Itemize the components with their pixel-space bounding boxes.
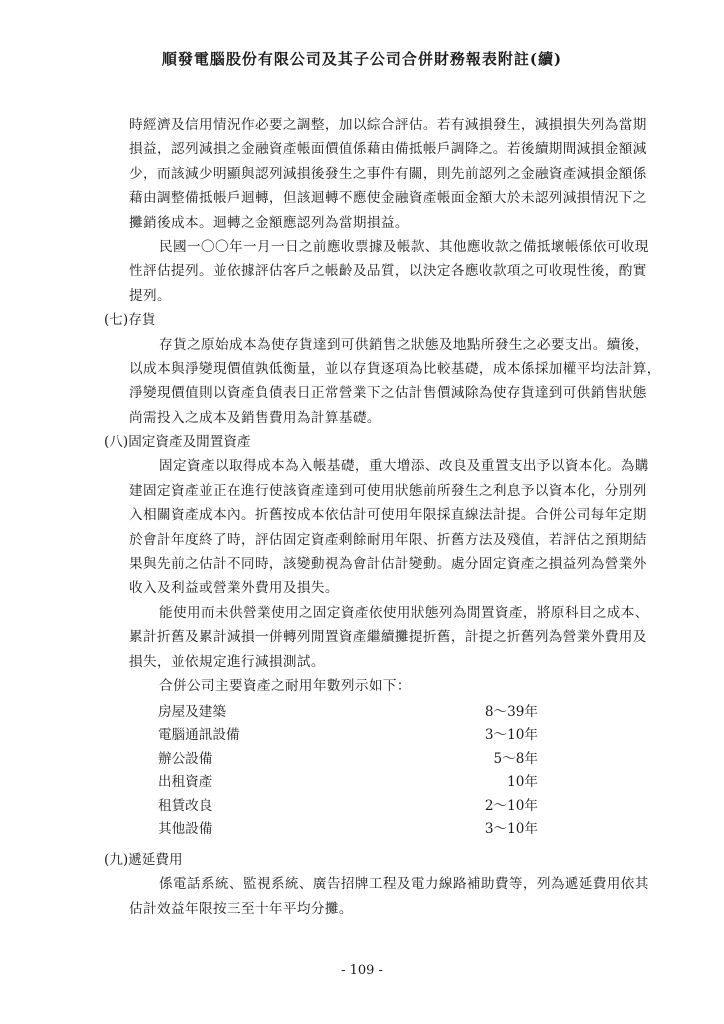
table-row (158, 722, 538, 745)
table-row (158, 698, 538, 721)
text-line: 能使用而未供營業使用之固定資產依使用狀態列為閒置資產，將原科目之成本、 (159, 604, 649, 621)
text-line: 收入及利益或營業外費用及損失。 (129, 580, 339, 597)
text-line: 存貨之原始成本為使存貨達到可供銷售之狀態及地點所發生之必要支出。續後， (159, 336, 649, 353)
text-line: 提列。 (129, 287, 171, 304)
section-heading-fixed-assets: (八)固定資產及閒置資產 (104, 434, 251, 451)
text-line: 建固定資產並正在進行使該資產達到可使用狀態前所發生之利息予以資本化，分別列 (129, 482, 647, 499)
page-number: - 109 - (341, 963, 383, 978)
section-heading-deferred-expenses: (九)遞延費用 (104, 851, 183, 868)
asset-name: 房屋及建築 (158, 704, 226, 721)
text-line: 民國一〇〇年一月一日之前應收票據及帳款、其他應收款之備抵壞帳係依可收現 (159, 238, 649, 255)
deferred-expenses-paragraph (104, 872, 682, 921)
idle-assets-paragraph (104, 601, 682, 674)
text-line: 性評估提列。並依據評估客戶之帳齡及品質，以決定各應收款項之可收現性後，酌實 (129, 263, 647, 280)
text-line: 估計效益年限按三至十年平均分攤。 (129, 900, 353, 917)
text-line: 固定資產以取得成本為入帳基礎，重大增添、改良及重置支出予以資本化。為購 (159, 458, 649, 475)
asset-name: 辦公設備 (158, 750, 213, 767)
useful-life-years: 2～10年 (484, 797, 538, 814)
table-row (158, 745, 538, 768)
spacer (104, 839, 682, 848)
receivables-allowance-paragraph (104, 235, 682, 308)
inventory-paragraph (104, 333, 682, 431)
useful-life-years: 10年 (507, 774, 538, 791)
text-line: 淨變現價值則以資產負債表日正常營業下之估計售價減除為使存貨達到可供銷售狀態 (129, 385, 647, 402)
page-title: 順發電腦股份有限公司及其子公司合併財務報表附註(續) (161, 50, 563, 68)
text-line: 以成本與淨變現價值孰低衡量，並以存貨逐項為比較基礎，成本係採加權平均法計算， (129, 360, 661, 377)
useful-life-intro: 合併公司主要資產之耐用年數列示如下： (159, 677, 411, 694)
text-line: 攤銷後成本。迴轉之金額應認列為當期損益。 (129, 214, 409, 231)
section-heading-inventory: (七)存貨 (104, 312, 156, 329)
useful-life-years: 3～10年 (484, 727, 538, 744)
table-row (158, 815, 538, 838)
asset-name: 電腦通訊設備 (158, 727, 240, 744)
asset-name: 租賃改良 (158, 797, 213, 814)
text-line: 入相關資產成本內。折舊按成本依估計可使用年限採直線法計提。合併公司每年定期 (129, 507, 647, 524)
useful-life-years: 5～8年 (493, 750, 538, 767)
useful-life-table (158, 698, 538, 838)
document-body (104, 113, 682, 921)
text-line: 藉由調整備抵帳戶迴轉，但該迴轉不應使金融資產帳面金額大於未認列減損情況下之 (129, 190, 647, 207)
text-line: 係電話系統、監視系統、廣告招牌工程及電力線路補助費等，列為遞延費用依其 (159, 876, 649, 893)
text-line: 損失，並依規定進行減損測試。 (129, 653, 325, 670)
text-line: 累計折舊及累計減損一併轉列閒置資產繼續攤提折舊，計提之折舊列為營業外費用及 (129, 629, 647, 646)
text-line: 損益，認列減損之金融資產帳面價值係藉由備抵帳戶調降之。若後續期間減損金額減 (129, 141, 647, 158)
fixed-assets-paragraph (104, 454, 682, 600)
text-line: 尚需投入之成本及銷售費用為計算基礎。 (129, 409, 381, 426)
text-line: 少，而該減少明顯與認列減損後發生之事件有關，則先前認列之金融資產減損金額係 (129, 165, 647, 182)
table-row (158, 792, 538, 815)
asset-name: 出租資產 (158, 774, 213, 791)
table-row (158, 769, 538, 792)
text-line: 時經濟及信用情況作必要之調整，加以綜合評估。若有減損發生，減損損失列為當期 (129, 117, 647, 133)
asset-name: 其他設備 (158, 821, 213, 838)
impairment-paragraph (104, 113, 682, 235)
useful-life-years: 8～39年 (484, 704, 538, 721)
useful-life-years: 3～10年 (484, 821, 538, 838)
text-line: 果與先前之估計不同時，該變動視為會計估計變動。處分固定資產之損益列為營業外 (129, 556, 647, 573)
text-line: 於會計年度終了時，評估固定資產剩餘耐用年限、折舊方法及殘值，若評估之預期結 (129, 531, 647, 548)
